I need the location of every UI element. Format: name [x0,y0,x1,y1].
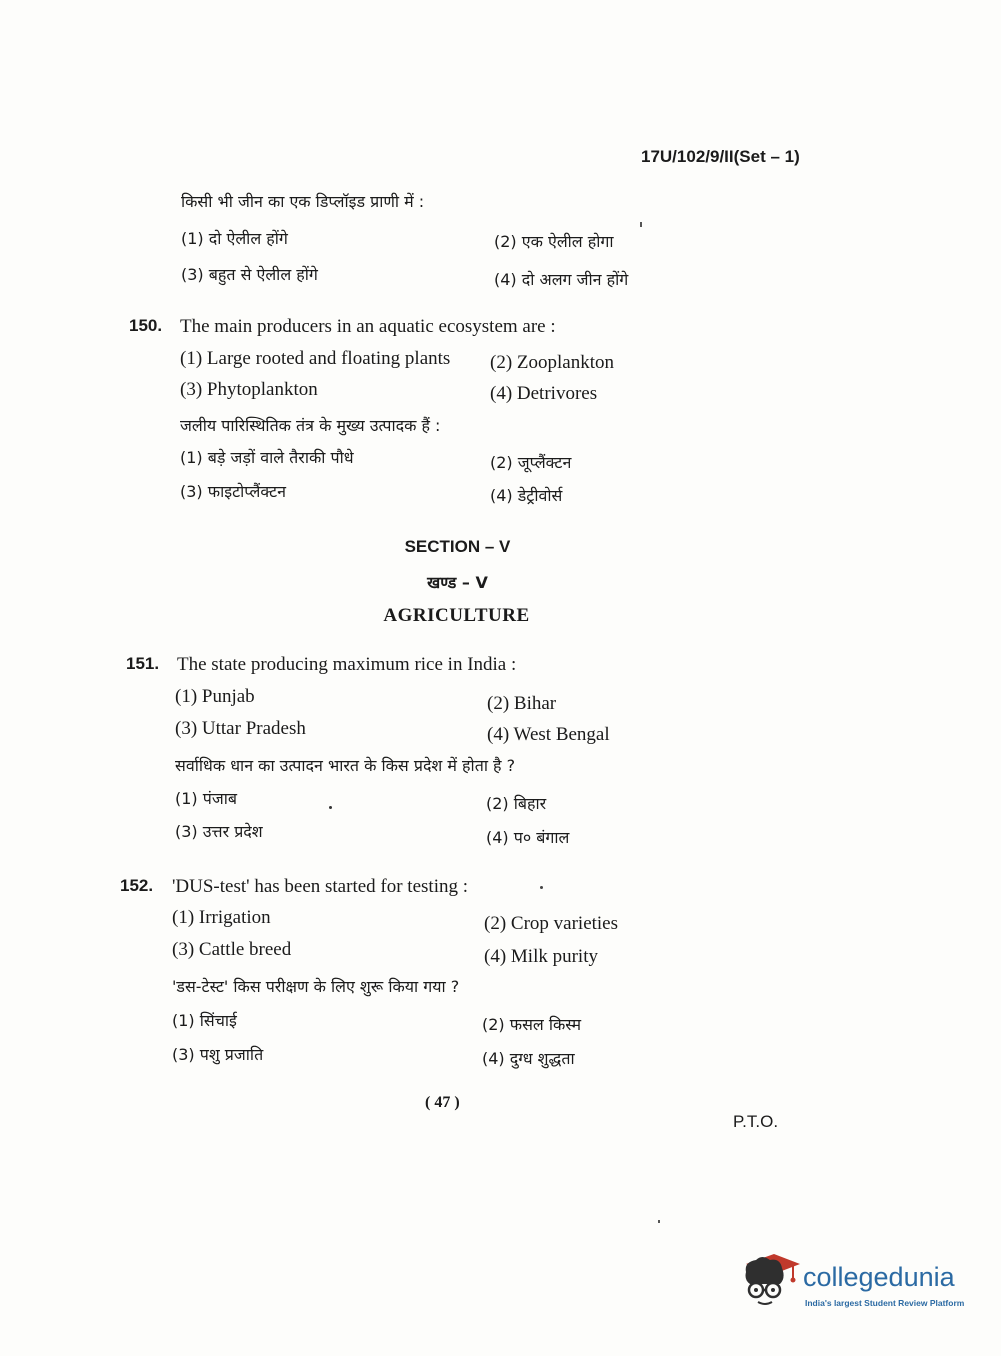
q151-option-2: (2) Bihar [487,693,557,714]
question-151-stem: The state producing maximum rice in India : [177,654,517,675]
q150-option-3: (3) Phytoplankton [180,379,318,400]
scan-speck [658,1220,660,1223]
q152-option-1: (1) Irrigation [172,907,271,928]
question-150-stem: The main producers in an aquatic ecosystem are : [180,316,556,337]
q152-option-3: (3) Cattle breed [172,939,292,960]
q152-option-2-hindi: (2) फसल किस्म [482,1015,582,1034]
scan-speck [540,886,543,889]
question-152-stem: 'DUS-test' has been started for testing : [172,876,469,897]
q150-option-4: (4) Detrivores [490,383,598,404]
watermark-tagline: India's largest Student Review Platform [805,1298,965,1308]
q152-option-4-hindi: (4) दुग्ध शुद्धता [482,1049,575,1068]
question-152-hindi-stem: 'डस-टेस्ट' किस परीक्षण के लिए शुरू किया गया ? [172,977,460,996]
q150-option-2-hindi: (2) जूप्लैंक्टन [490,453,572,472]
question-151-hindi-stem: सर्वाधिक धान का उत्पादन भारत के किस प्रदेश में होता है ? [175,756,516,775]
q152-option-2: (2) Crop varieties [484,913,619,934]
section-subject: AGRICULTURE [383,605,530,626]
question-150-hindi-stem: जलीय पारिस्थितिक तंत्र के मुख्य उत्पादक हैं : [180,416,441,435]
q151-option-1-hindi: (1) पंजाब [175,789,237,808]
q151-option-2-hindi: (2) बिहार [486,794,547,813]
question-number-150: 150. [129,316,163,335]
question-number-152: 152. [120,876,154,895]
prev-question-hindi-stem: किसी भी जीन का एक डिप्लॉइड प्राणी में : [181,192,425,211]
scan-speck [640,222,642,227]
q150-option-4-hindi: (4) डेट्रीवोर्स [490,486,563,505]
q151-option-4-hindi: (4) प० बंगाल [486,828,570,847]
paper-code: 17U/102/9/II(Set – 1) [641,147,800,166]
q152-option-3-hindi: (3) पशु प्रजाति [172,1045,264,1064]
q150-option-1: (1) Large rooted and floating plants [180,348,451,369]
scan-speck [329,806,332,809]
q151-option-1: (1) Punjab [175,686,255,707]
prev-option-1-hindi: (1) दो ऐलील होंगे [181,229,288,248]
page-number: ( 47 ) [425,1094,460,1111]
q150-option-3-hindi: (3) फाइटोप्लैंक्टन [180,482,287,501]
watermark-brand-name: collegedunia [803,1262,955,1292]
section-title: SECTION – V [404,537,511,556]
collegedunia-logo-icon [740,1250,802,1310]
q150-option-2: (2) Zooplankton [490,352,615,373]
pto-label: P.T.O. [733,1112,779,1131]
section-hindi-title: खण्ड – V [427,573,488,592]
question-number-151: 151. [126,654,160,673]
q152-option-4: (4) Milk purity [484,946,598,967]
q151-option-3-hindi: (3) उत्तर प्रदेश [175,822,263,841]
prev-option-4-hindi: (4) दो अलग जीन होंगे [494,270,629,289]
q151-option-4: (4) West Bengal [487,724,610,745]
q150-option-1-hindi: (1) बड़े जड़ों वाले तैराकी पौधे [180,448,354,467]
prev-option-2-hindi: (2) एक ऐलील होगा [494,232,614,251]
q152-option-1-hindi: (1) सिंचाई [172,1011,237,1030]
q151-option-3: (3) Uttar Pradesh [175,718,306,739]
prev-option-3-hindi: (3) बहुत से ऐलील होंगे [181,265,318,284]
